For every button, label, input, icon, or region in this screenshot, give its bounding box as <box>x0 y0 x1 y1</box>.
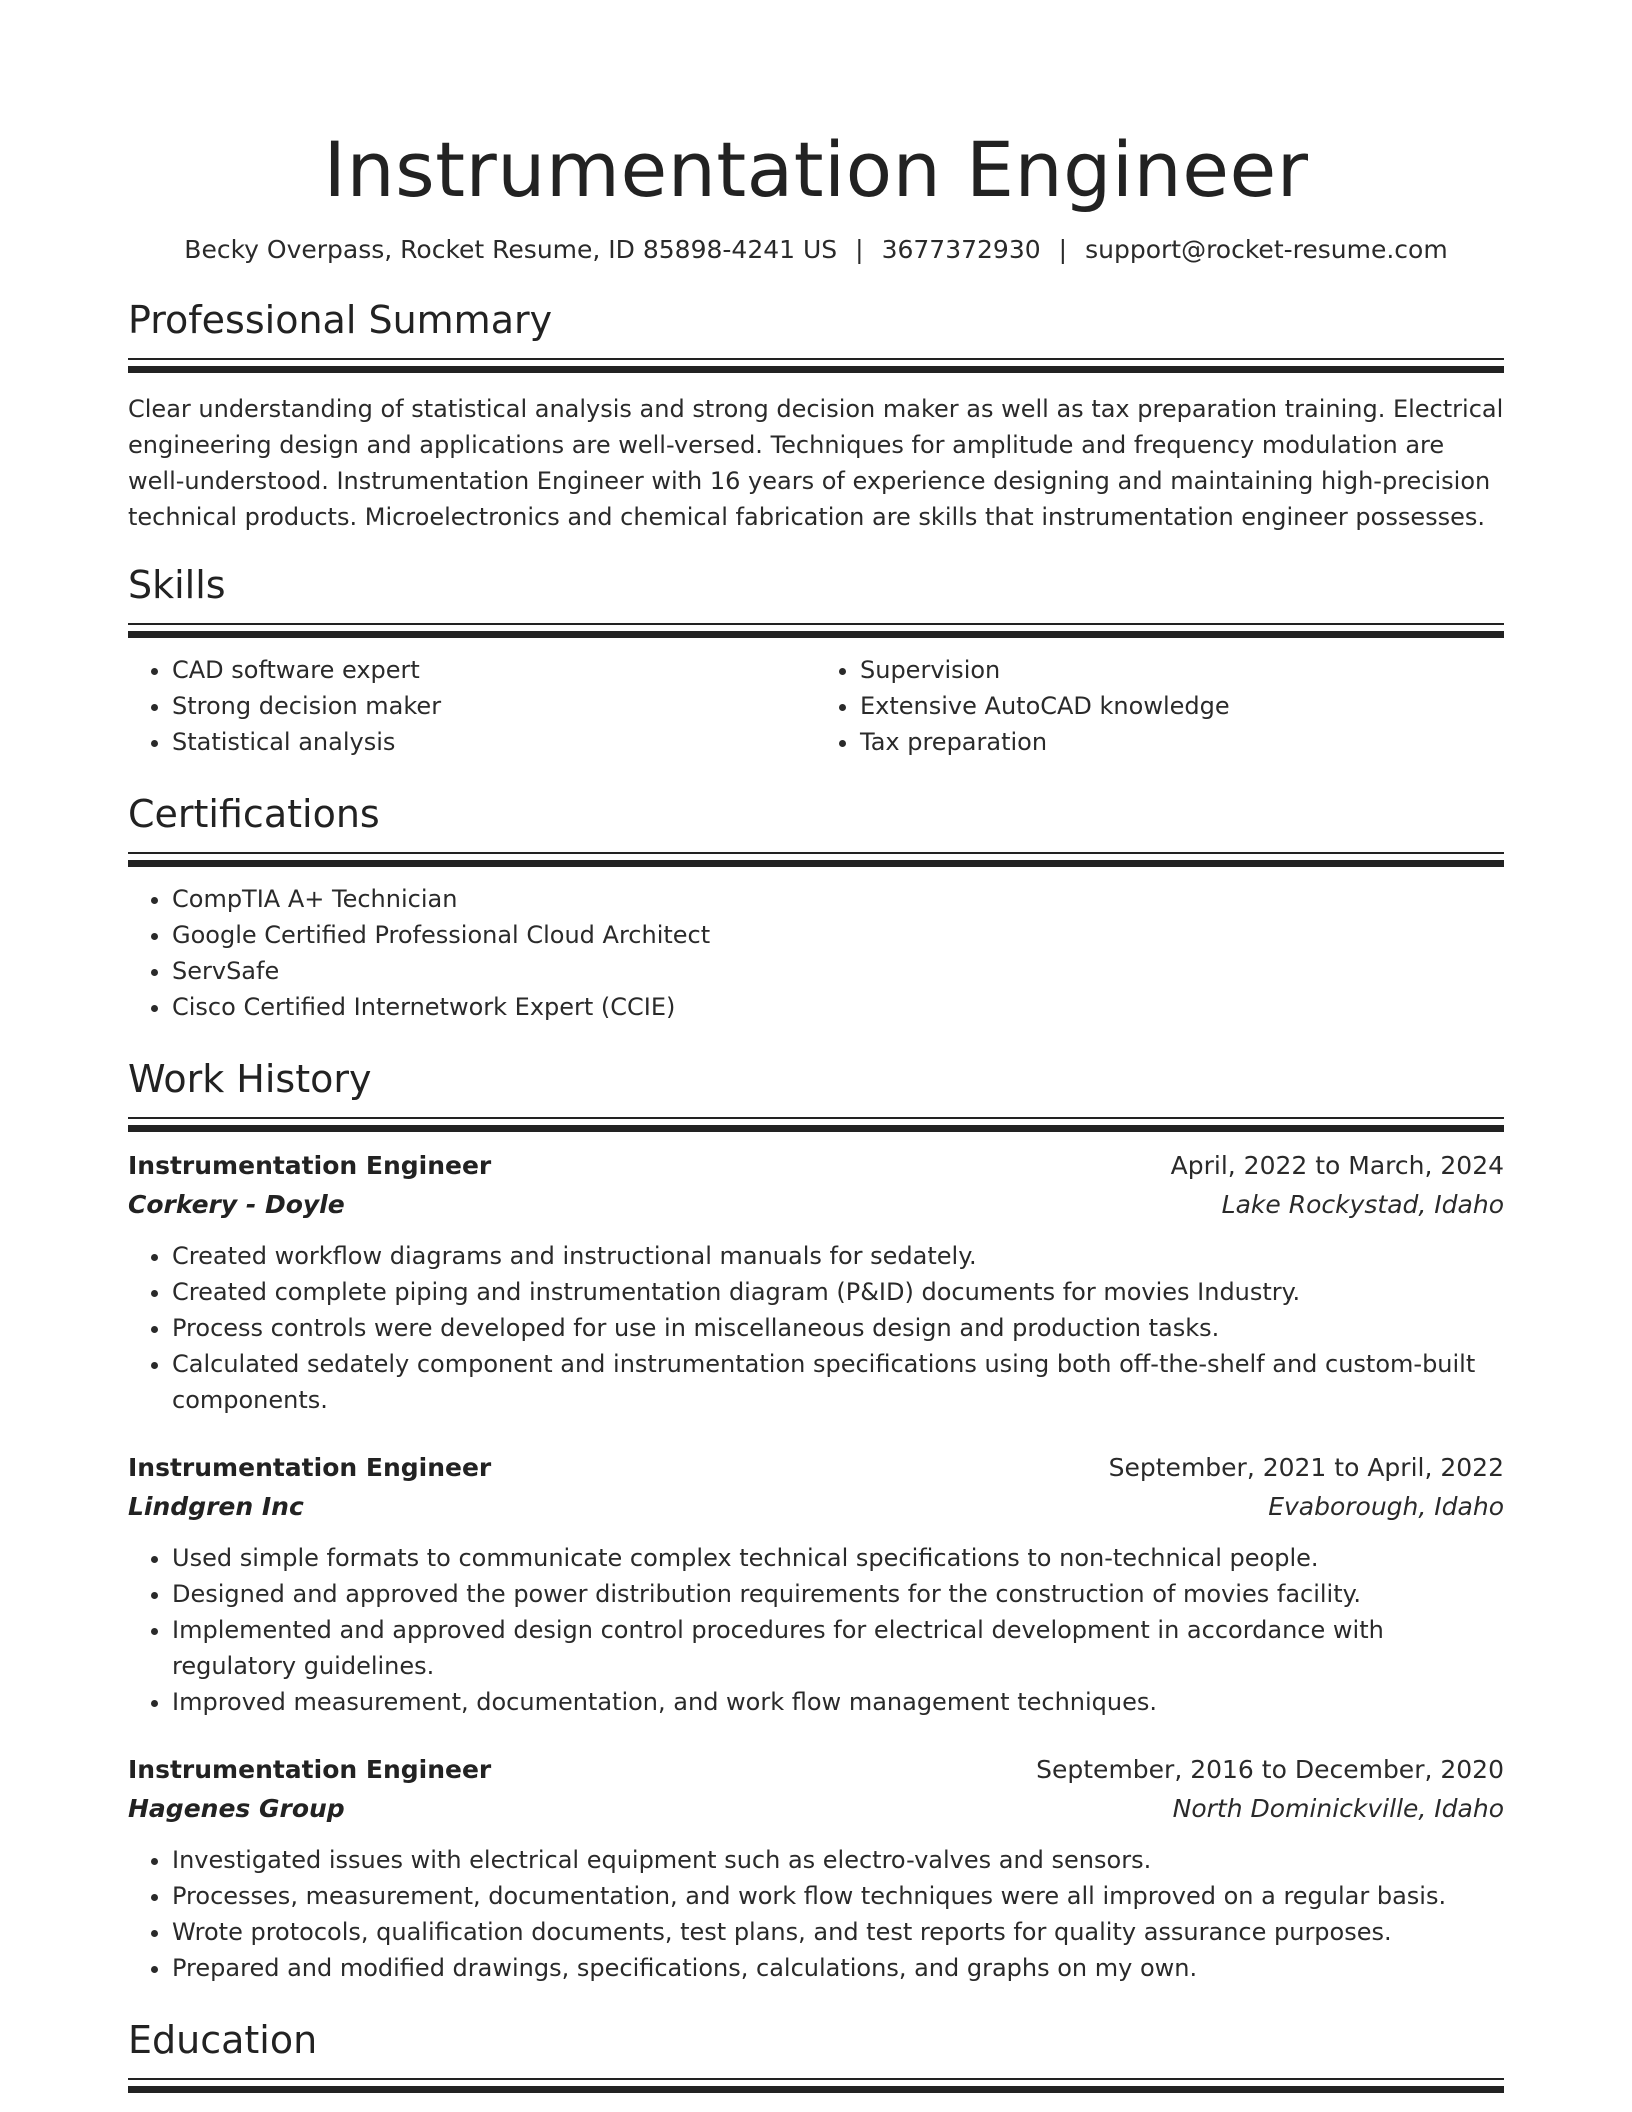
contact-email[interactable]: support@rocket-resume.com <box>1085 235 1448 264</box>
job-bullet: • Created complete piping and instrumentation diagram (P&ID) documents for movies Industry. <box>172 1274 1504 1310</box>
skill-item: • Supervision <box>860 652 1504 688</box>
education-section <box>128 2016 1504 2093</box>
summary-text: Clear understanding of statistical analysis and strong decision maker as well as tax preparation training. Electrical engineering design and applications are well-versed. Techniques for amplitude and frequency modulation are well-understood. Instrumentation Engineer with 16 years of experience designing and maintaining high-precision technical products. Microelectronics and chemical fabrication are skills that instrumentation engineer possesses. <box>128 395 1504 531</box>
resume-title: Instrumentation Engineer <box>323 125 1309 214</box>
certifications-list <box>128 881 1504 1025</box>
certification-item: • ServSafe <box>172 953 1504 989</box>
job-bullet: • Implemented and approved design control procedures for electrical development in accordance with regulatory guidelines. <box>172 1612 1504 1684</box>
job-dates: September, 2016 to December, 2020 <box>1036 1755 1504 1784</box>
certifications-section <box>128 790 1504 1025</box>
job-bullets <box>128 1842 1504 1986</box>
job-title: Instrumentation Engineer <box>128 1151 492 1180</box>
job-header-row <box>128 1750 1504 1790</box>
summary-section <box>128 296 1504 535</box>
certification-item: • CompTIA A+ Technician <box>172 881 1504 917</box>
section-heading-summary: Professional Summary <box>128 298 553 342</box>
job-company-row <box>128 1790 1504 1828</box>
section-divider <box>128 623 1504 638</box>
certification-item: • Cisco Certified Internetwork Expert (CCIE) <box>172 989 1504 1025</box>
job-bullet: • Wrote protocols, qualification documents, test plans, and test reports for quality assurance purposes. <box>172 1914 1504 1950</box>
section-divider <box>128 1117 1504 1132</box>
certification-item: • Google Certified Professional Cloud Architect <box>172 917 1504 953</box>
section-divider <box>128 852 1504 867</box>
section-heading-certifications: Certifications <box>128 792 380 836</box>
section-divider <box>128 2078 1504 2093</box>
job-bullet: • Process controls were developed for use in miscellaneous design and production tasks. <box>172 1310 1504 1346</box>
skills-list-left <box>128 652 816 760</box>
job-company-row <box>128 1186 1504 1224</box>
job-header-row <box>128 1448 1504 1488</box>
skills-grid <box>128 652 1504 760</box>
skills-list-right <box>816 652 1504 760</box>
job-company: Lindgren Inc <box>128 1492 304 1521</box>
job-bullet: • Investigated issues with electrical equipment such as electro-valves and sensors. <box>172 1842 1504 1878</box>
job-location: North Dominickville, Idaho <box>1172 1794 1504 1823</box>
skill-item: • CAD software expert <box>172 652 816 688</box>
job-bullet: • Created workflow diagrams and instructional manuals for sedately. <box>172 1238 1504 1274</box>
job-bullet: • Prepared and modified drawings, specifications, calculations, and graphs on my own. <box>172 1950 1504 1986</box>
skill-item: • Strong decision maker <box>172 688 816 724</box>
job-company: Hagenes Group <box>128 1794 345 1823</box>
skill-item: • Tax preparation <box>860 724 1504 760</box>
section-heading-work-history: Work History <box>128 1057 372 1101</box>
skill-item: • Statistical analysis <box>172 724 816 760</box>
contact-separator: | <box>1058 235 1068 264</box>
job-dates: September, 2021 to April, 2022 <box>1108 1453 1504 1482</box>
skills-section <box>128 561 1504 760</box>
job-company-row <box>128 1488 1504 1526</box>
job-bullets <box>128 1238 1504 1418</box>
skill-item: • Extensive AutoCAD knowledge <box>860 688 1504 724</box>
job-location: Evaborough, Idaho <box>1268 1492 1504 1521</box>
job-bullet: • Calculated sedately component and instrumentation specifications using both off-the-shelf and custom-built components. <box>172 1346 1504 1418</box>
job-title: Instrumentation Engineer <box>128 1755 492 1784</box>
contact-phone: 3677372930 <box>881 235 1041 264</box>
job-entry <box>128 1448 1504 1720</box>
contact-address: Becky Overpass, Rocket Resume, ID 85898-4241 US <box>184 235 838 264</box>
section-heading-education: Education <box>128 2018 318 2062</box>
job-entry <box>128 1146 1504 1418</box>
work-history-section <box>128 1055 1504 1986</box>
job-dates: April, 2022 to March, 2024 <box>1170 1151 1504 1180</box>
job-bullets <box>128 1540 1504 1720</box>
resume-page <box>128 0 1504 2093</box>
section-heading-skills: Skills <box>128 563 226 607</box>
job-company: Corkery - Doyle <box>128 1190 345 1219</box>
job-bullet: • Processes, measurement, documentation, and work flow techniques were all improved on a regular basis. <box>172 1878 1504 1914</box>
job-title: Instrumentation Engineer <box>128 1453 492 1482</box>
contact-line <box>128 234 1504 266</box>
job-bullet: • Designed and approved the power distribution requirements for the construction of movies facility. <box>172 1576 1504 1612</box>
contact-separator: | <box>855 235 864 264</box>
job-bullet: • Used simple formats to communicate complex technical specifications to non-technical people. <box>172 1540 1504 1576</box>
job-entry <box>128 1750 1504 1986</box>
section-divider <box>128 358 1504 373</box>
job-location: Lake Rockystad, Idaho <box>1221 1190 1504 1219</box>
job-bullet: • Improved measurement, documentation, and work flow management techniques. <box>172 1684 1504 1720</box>
job-header-row <box>128 1146 1504 1186</box>
